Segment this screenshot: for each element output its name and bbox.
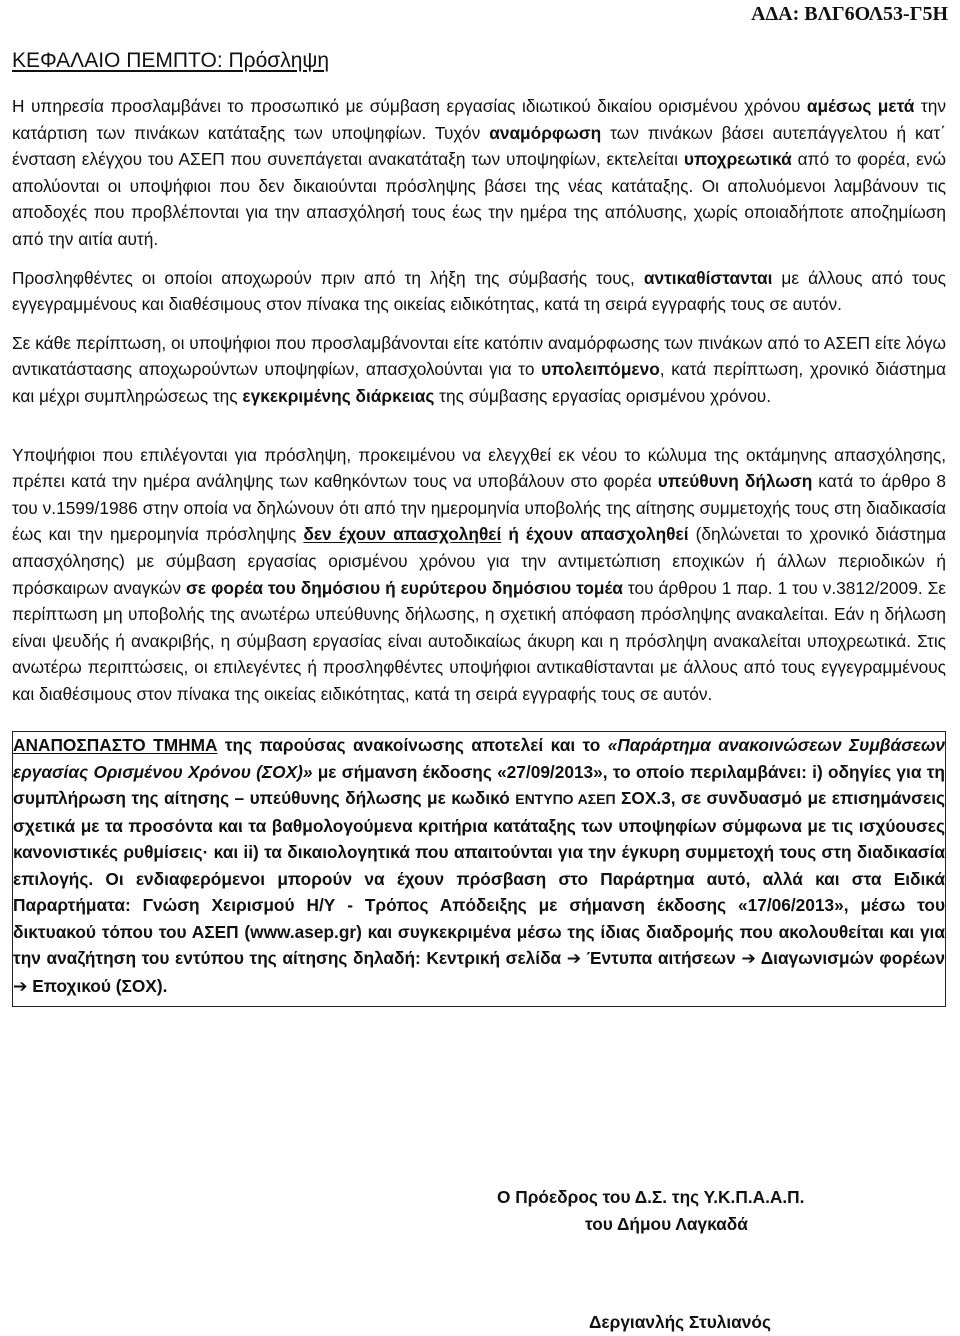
paragraph-hiring-timing: Η υπηρεσία προσλαμβάνει το προσωπικό με σύμβαση εργασίας ιδιωτικού δικαίου ορισμένου χρόνου αμέσως μετά την κατάρτιση των πινάκων κατάταξης των υποψηφίων. Τυχόν αναμόρφωση των πινάκων βάσει αυτεπάγγελτου ή κατ΄ ένσταση ελέγχου του ΑΣΕΠ που συνεπάγεται ανακατάταξη των υποψηφίων, εκτελείται υποχρεωτικά από το φορέα, ενώ απολύονται οι υποψήφιοι που δεν δικαιούνται πρόσληψης βάσει της νέας κατάταξης. Οι απολυόμενοι λαμβάνουν τις αποδοχές που προβλέπονται για την απασχόλησή τους έως την ημέρα της απόλυσης, χωρίς οποιαδήποτε αποζημίωση από την αιτία αυτή. — [12, 96, 946, 249]
signature-name: Δεργιανλής Στυλιανός — [589, 1312, 771, 1332]
chapter-title: ΚΕΦΑΛΑΙΟ ΠΕΜΠΤΟ: Πρόσληψη — [12, 49, 330, 72]
arrow-right-icon: ➔ — [566, 949, 582, 970]
paragraph-declaration: Υποψήφιοι που επιλέγονται για πρόσληψη, προκειμένου να ελεγχθεί εκ νέου το κώλυμα της οκτάμηνης απασχόλησης, πρέπει κατά την ημέρα ανάληψης των καθηκόντων τους να υποβάλουν στο φορέα υπεύθυνη δήλωση κατά το άρθρο 8 του ν.1599/1986 στην οποία να δηλώνουν ότι από την ημερομηνία υποβολής της αίτησης συμμετοχής τους στη διαδικασία έως και την ημερομηνία πρόσληψης δεν έχουν απασχοληθεί ή έχουν απασχοληθεί (δηλώνεται το χρονικό διάστημα απασχόλησης) με σύμβαση εργασίας ορισμένου χρόνου για την αντιμετώπιση εποχικών ή άλλων περιοδικών ή πρόσκαιρων αναγκών σε φορέα του δημόσιου ή ευρύτερου δημόσιου τομέα του άρθρου 1 παρ. 1 του ν.3812/2009. Σε περίπτωση μη υποβολής της ανωτέρω υπεύθυνης δήλωσης, η σχετική απόφαση πρόσληψης ανακαλείται. Εάν η δήλωση είναι ψευδής ή ανακριβής, η σύμβαση εργασίας είναι αυτοδικαίως άκυρη και η πρόσληψη ανακαλείται υποχρεωτικά. Στις ανωτέρω περιπτώσεις, οι επιλεγέντες ή προσληφθέντες υποψήφιοι αντικαθίστανται με άλλους από τους εγγεγραμμένους και διαθέσιμους στον πίνακα της οικείας ειδικότητας, κατά τη σειρά εγγραφής τους σε αυτόν. — [12, 444, 947, 704]
signature-title: Ο Πρόεδρος του Δ.Σ. της Υ.Κ.Π.Α.Α.Π. — [497, 1187, 805, 1207]
document-body — [12, 93, 946, 1007]
ada-code: ΑΔΑ: ΒΛΓ6ΟΛ53-Γ5Η — [751, 3, 948, 25]
paragraph-annex: ΑΝΑΠΟΣΠΑΣΤΟ ΤΜΗΜΑ της παρούσας ανακοίνωσης αποτελεί και το «Παράρτημα ανακοινώσεων Συμβάσεων εργασίας Ορισμένου Χρόνου (ΣΟΧ)» με σήμανση έκδοσης «27/09/2013», το οποίο περιλαμβάνει: i) οδηγίες για τη συμπλήρωση της αίτησης – υπεύθυνης δήλωσης με κωδικό ΕΝΤΥΠΟ ΑΣΕΠ ΣΟΧ.3, σε συνδυασμό με επισημάνσεις σχετικά με τα προσόντα και τα βαθμολογούμενα κριτήρια κατάταξης των υποψηφίων σύμφωνα με τις ισχύουσες κανονιστικές ρυθμίσεις· και ii) τα δικαιολογητικά που απαιτούνται για την έγκυρη συμμετοχή τους στη διαδικασία επιλογής. Οι ενδιαφερόμενοι μπορούν να έχουν πρόσβαση στο Παράρτημα αυτό, αλλά και στα Ειδικά Παραρτήματα: Γνώση Χειρισμού Η/Υ - Τρόπος Απόδειξης με σήμανση έκδοσης «17/06/2013», μέσω του δικτυακού τόπου του ΑΣΕΠ (www.asep.gr) και συγκεκριμένα μέσω της ίδιας διαδρομής που ακολουθείται και για την αναζήτηση του εντύπου της αίτησης δηλαδή: Κεντρική σελίδα ➔ Έντυπα αιτήσεων ➔ Διαγωνισμών φορέων ➔ Εποχικού (ΣΟΧ). — [13, 732, 945, 1000]
arrow-right-icon: ➔ — [741, 949, 756, 970]
annex-notice-box — [12, 731, 946, 1007]
paragraph-duration: Σε κάθε περίπτωση, οι υποψήφιοι που προσλαμβάνονται είτε κατόπιν αναμόρφωσης των πινάκων από το ΑΣΕΠ είτε λόγω αντικατάστασης αποχωρούντων υποψηφίων, απασχολούνται για το υπολειπόμενο, κατά περίπτωση, χρονικό διάστημα και μέχρι συμπληρώσεως της εγκεκριμένης διάρκειας της σύμβασης εργασίας ορισμένου χρόνου. — [12, 332, 947, 406]
signature-municipality: του Δήμου Λαγκαδά — [585, 1214, 748, 1234]
paragraph-replacement: Προσληφθέντες οι οποίοι αποχωρούν πριν από τη λήξη της σύμβασής τους, αντικαθίστανται με άλλους από τους εγγεγραμμένους και διαθέσιμους στον πίνακα της οικείας ειδικότητας, κατά τη σειρά εγγραφής τους σε αυτόν. — [12, 267, 947, 315]
arrow-right-icon: ➔ — [13, 976, 28, 997]
